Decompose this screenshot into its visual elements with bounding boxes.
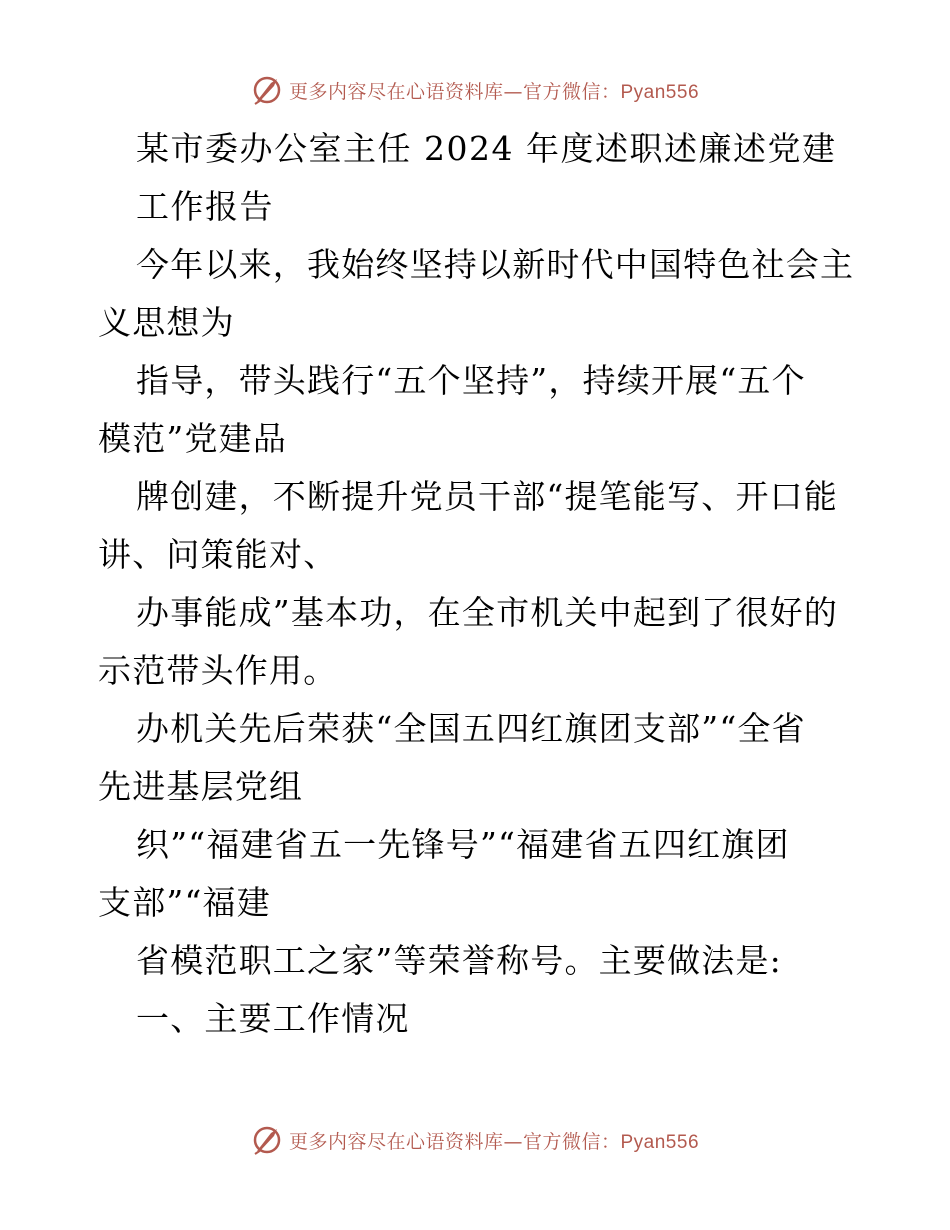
watermark-handle: Pyan556	[620, 1131, 700, 1153]
quill-logo-icon	[251, 74, 283, 106]
header-watermark	[0, 70, 950, 110]
body-line: 示范带头作用。	[98, 651, 338, 690]
body-line: 织”“福建省五一先锋号”“福建省五四红旗团	[136, 825, 790, 864]
title-line-1: 某市委办公室主任 2024 年度述职述廉述党建	[136, 129, 837, 168]
title-line-2: 工作报告	[136, 187, 274, 226]
body-line: 办机关先后荣获“全国五四红旗团支部”“全省	[136, 709, 806, 748]
body-line: 牌创建，不断提升党员干部“提笔能写、开口能	[136, 477, 839, 516]
body-line: 一、主要工作情况	[136, 999, 410, 1038]
watermark-text	[289, 1127, 699, 1154]
watermark-text	[289, 77, 699, 104]
watermark-label: 更多内容尽在心语资料库—官方微信：	[288, 1130, 621, 1153]
footer-watermark	[0, 1120, 950, 1160]
document-body	[98, 120, 858, 1048]
body-line: 指导，带头践行“五个坚持”，持续开展“五个	[136, 361, 806, 400]
watermark-handle: Pyan556	[620, 81, 700, 103]
body-paragraphs	[98, 236, 858, 1048]
body-line: 先进基层党组	[98, 767, 304, 806]
body-line: 支部”“福建	[98, 883, 271, 922]
body-line: 义思想为	[98, 303, 235, 342]
quill-logo-icon	[251, 1124, 283, 1156]
body-line: 模范”党建品	[98, 419, 288, 458]
watermark-label: 更多内容尽在心语资料库—官方微信：	[288, 80, 621, 103]
body-line: 省模范职工之家”等荣誉称号。主要做法是:	[136, 941, 782, 980]
body-line: 讲、问策能对、	[98, 535, 338, 574]
body-line: 今年以来，我始终坚持以新时代中国特色社会主	[136, 245, 855, 284]
body-line: 办事能成”基本功，在全市机关中起到了很好的	[136, 593, 839, 632]
